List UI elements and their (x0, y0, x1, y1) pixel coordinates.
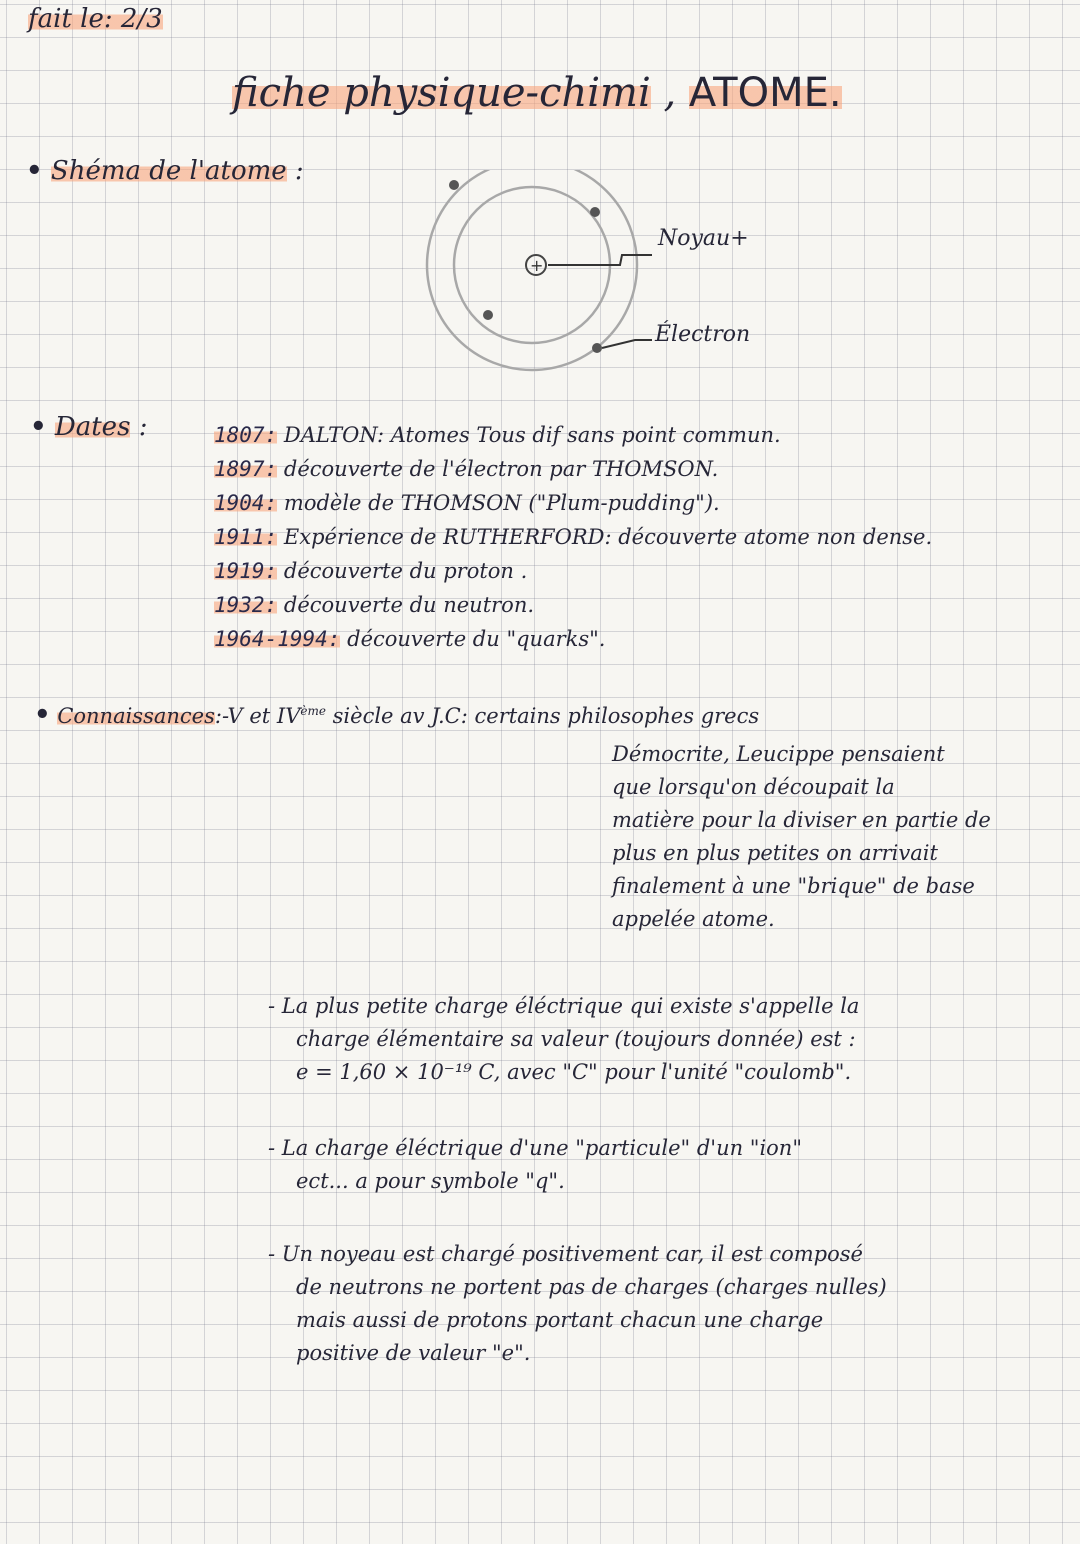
electron-dot (483, 310, 493, 320)
title-text: fiche physique-chimi (232, 70, 651, 116)
date-row (214, 588, 932, 622)
schema-heading (26, 156, 304, 186)
bullet-line: ect... a pour symbole "q". (296, 1169, 565, 1193)
bullet-line: mais aussi de protons portant chacun une charge (296, 1308, 824, 1332)
connaissances-heading (34, 700, 759, 730)
date-text: découverte du proton . (283, 559, 528, 583)
date-text: découverte du "quarks". (347, 627, 606, 651)
title-separator: , (663, 70, 677, 116)
date-row (214, 418, 932, 452)
connaissances-intro: :-V et IV (214, 704, 301, 728)
schema-label: Shéma de l'atome (50, 156, 287, 186)
connaissances-sup: ème (300, 704, 326, 718)
bullet-line: - La charge éléctrique d'une "particule" d'un "ion" (268, 1136, 802, 1160)
electron-pointer-line (602, 340, 652, 348)
electron-text: Électron (655, 322, 751, 347)
date-text: Expérience de RUTHERFORD: découverte atome non dense. (283, 525, 933, 549)
date-year: 1807: (214, 423, 278, 447)
dates-heading (30, 412, 147, 442)
bullet-line: positive de valeur "e". (296, 1341, 531, 1365)
date-year: 1897: (214, 457, 278, 481)
bullet-icon: • (30, 412, 47, 442)
date-row (214, 452, 932, 486)
connaissances-intro-rest: siècle av J.C: certains philosophes grecs (332, 704, 760, 728)
paragraph-line: Démocrite, Leucippe pensaient (612, 742, 945, 766)
date-year: 1911: (214, 525, 278, 549)
noyau-bullet (268, 1238, 887, 1370)
bullet-icon: • (26, 156, 43, 186)
date-year: 1919: (214, 559, 278, 583)
schema-colon: : (294, 156, 304, 186)
electron-label (655, 322, 750, 347)
nucleus-plus-icon: + (530, 256, 544, 275)
bullet-line: charge élémentaire sa valeur (toujours donnée) est : (296, 1027, 856, 1051)
paragraph-line: finalement à une "brique" de base (612, 874, 975, 898)
dates-label: Dates (54, 412, 131, 442)
charge-bullet (268, 990, 859, 1089)
bullet-line: de neutrons ne portent pas de charges (charges nulles) (296, 1275, 887, 1299)
bullet-icon: • (34, 700, 51, 730)
atom-diagram (420, 170, 820, 380)
symbol-bullet (268, 1132, 802, 1198)
date-text: modèle de THOMSON ("Plum-pudding"). (283, 491, 720, 515)
noyau-text: Noyau+ (658, 226, 749, 251)
electron-dot (449, 180, 459, 190)
philosophers-paragraph (612, 738, 991, 936)
paragraph-line: appelée atome. (612, 907, 775, 931)
date-row (214, 622, 932, 656)
date-text: fait le: 2/3 (28, 4, 163, 34)
date-text: découverte du neutron. (283, 593, 535, 617)
title-keyword: ATOME. (688, 70, 842, 116)
bullet-line: - Un noyeau est chargé positivement car, il est composé (268, 1242, 863, 1266)
date-text: découverte de l'électron par THOMSON. (283, 457, 719, 481)
date-year: 1964-1994: (214, 627, 341, 651)
date-row (214, 520, 932, 554)
noyau-label (658, 226, 749, 251)
dates-list (214, 418, 932, 656)
date-row (214, 486, 932, 520)
date-year: 1904: (214, 491, 278, 515)
paragraph-line: que lorsqu'on découpait la (612, 775, 895, 799)
paragraph-line: plus en plus petites on arrivait (612, 841, 938, 865)
date-note (28, 4, 163, 34)
date-text: DALTON: Atomes Tous dif sans point commun. (283, 423, 781, 447)
date-row (214, 554, 932, 588)
bullet-line: e = 1,60 × 10⁻¹⁹ C, avec "C" pour l'unité "coulomb". (296, 1060, 852, 1084)
connaissances-label: Connaissances (57, 704, 215, 728)
paragraph-line: matière pour la diviser en partie de (612, 808, 991, 832)
dates-colon: : (138, 412, 148, 442)
date-year: 1932: (214, 593, 278, 617)
electron-dot (592, 343, 602, 353)
electron-dot (590, 207, 600, 217)
page-title (232, 70, 842, 116)
bullet-line: - La plus petite charge éléctrique qui existe s'appelle la (268, 994, 860, 1018)
